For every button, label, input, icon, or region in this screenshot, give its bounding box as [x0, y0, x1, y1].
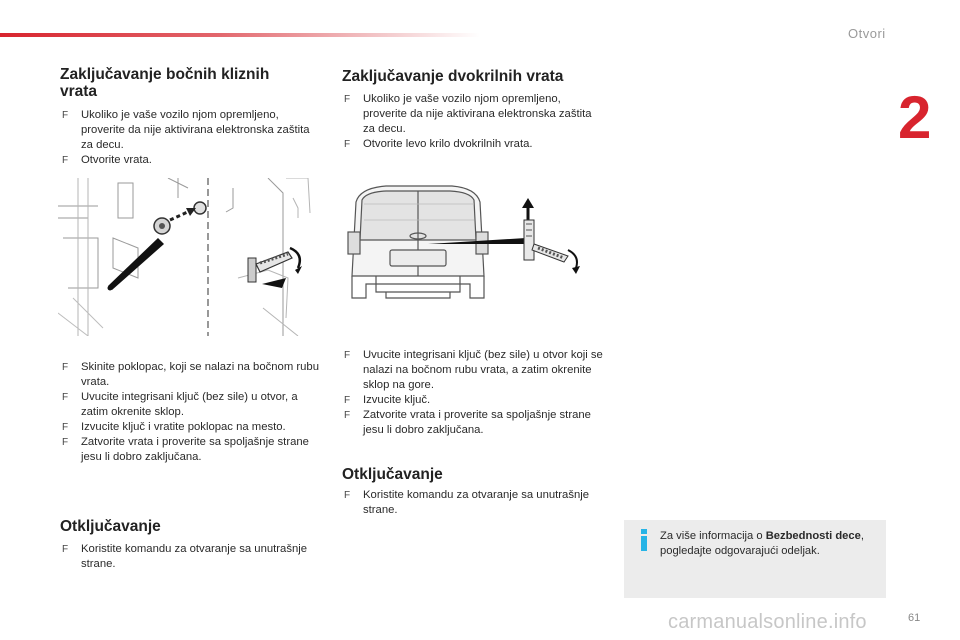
list-item-text: Uvucite integrisani ključ (bez sile) u otvor, a zatim okrenite sklop. — [81, 391, 298, 418]
list-item-text: Otvorite levo krilo dvokrilnih vrata. — [363, 138, 533, 150]
unlock-steps-list — [342, 488, 592, 518]
list-item-text: Izvucite ključ i vratite poklopac na mesto. — [81, 421, 286, 433]
right-unlock-heading — [342, 466, 592, 483]
bullet-icon: F — [62, 155, 69, 166]
list-item — [60, 360, 322, 390]
list-item — [60, 390, 322, 420]
list-item-text: Zatvorite vrata i proverite sa spoljašnje strane jesu li dobro zaključana. — [363, 409, 591, 436]
chapter-number: 2 — [898, 84, 932, 151]
left-unlock-list — [60, 542, 310, 572]
list-item-text: Koristite komandu za otvaranje sa unutrašnje strane. — [363, 489, 590, 516]
right-steps-list — [342, 348, 604, 438]
right-heading-block — [342, 68, 602, 85]
info-text — [660, 529, 880, 559]
list-item — [342, 408, 604, 438]
locking-steps-list — [60, 360, 322, 465]
left-unlock-heading — [60, 518, 310, 535]
list-item — [342, 488, 592, 518]
info-text-after: , pogledajte odgovarajući odeljak. — [660, 530, 864, 557]
sliding-door-lock-illustration — [58, 178, 316, 336]
page-number: 61 — [908, 612, 921, 624]
list-item — [60, 153, 310, 168]
bullet-icon: F — [62, 110, 69, 121]
list-item-text: Koristite komandu za otvaranje sa unutrašnje strane. — [81, 543, 308, 570]
list-item-text: Skinite poklopac, koji se nalazi na bočnom rubu vrata. — [81, 361, 320, 388]
list-item — [60, 108, 310, 153]
list-item-text: Ukoliko je vaše vozilo njom opremljeno, proverite da nije aktivirana elektronska zaštita za decu. — [81, 109, 310, 151]
section-title-unlock: Otključavanje — [60, 518, 161, 535]
locking-steps-list — [342, 348, 604, 438]
intro-steps-list — [342, 92, 602, 152]
bullet-icon: F — [344, 94, 351, 105]
watermark: carmanualsonline.info — [668, 611, 867, 633]
section-title-sliding-door: Zaključavanje bočnih kliznih vrata — [60, 66, 270, 100]
left-heading-block — [60, 66, 310, 100]
info-icon — [636, 529, 652, 551]
list-item — [342, 393, 604, 408]
info-text-before: Za više informacija o — [660, 530, 766, 542]
rear-doors-lock-illustration — [346, 180, 608, 312]
right-unlock-list — [342, 488, 592, 518]
unlock-steps-list — [60, 542, 310, 572]
bullet-icon: F — [344, 139, 351, 150]
bullet-icon: F — [344, 395, 351, 406]
section-title-double-door: Zaključavanje dvokrilnih vrata — [342, 68, 564, 85]
bullet-icon: F — [62, 437, 69, 448]
info-box — [624, 520, 886, 598]
chapter-title: Otvori — [848, 26, 886, 41]
bullet-icon: F — [62, 544, 69, 555]
intro-steps-list — [60, 108, 310, 168]
bullet-icon: F — [62, 422, 69, 433]
right-intro-list — [342, 92, 602, 152]
bullet-icon: F — [62, 392, 69, 403]
list-item-text: Otvorite vrata. — [81, 154, 152, 166]
bullet-icon: F — [344, 410, 351, 421]
left-intro-list — [60, 108, 310, 168]
list-item-text: Zatvorite vrata i proverite sa spoljašnje strane jesu li dobro zaključana. — [81, 436, 309, 463]
left-steps-list — [60, 360, 322, 465]
list-item — [60, 542, 310, 572]
info-text-link: Bezbednosti dece — [765, 530, 861, 542]
bullet-icon: F — [344, 490, 351, 501]
section-title-unlock: Otključavanje — [342, 466, 443, 483]
bullet-icon: F — [62, 362, 69, 373]
list-item-text: Uvucite integrisani ključ (bez sile) u otvor koji se nalazi na bočnom rubu vrata, a zatim okrenite sklop na gore. — [363, 349, 603, 391]
header-accent-bar — [0, 33, 480, 37]
list-item — [342, 92, 602, 137]
list-item — [342, 137, 602, 152]
list-item — [60, 435, 322, 465]
list-item — [60, 420, 322, 435]
list-item-text: Izvucite ključ. — [363, 394, 431, 406]
bullet-icon: F — [344, 350, 351, 361]
list-item-text: Ukoliko je vaše vozilo njom opremljeno, proverite da nije aktivirana elektronska zaštita za decu. — [363, 93, 592, 135]
list-item — [342, 348, 604, 393]
